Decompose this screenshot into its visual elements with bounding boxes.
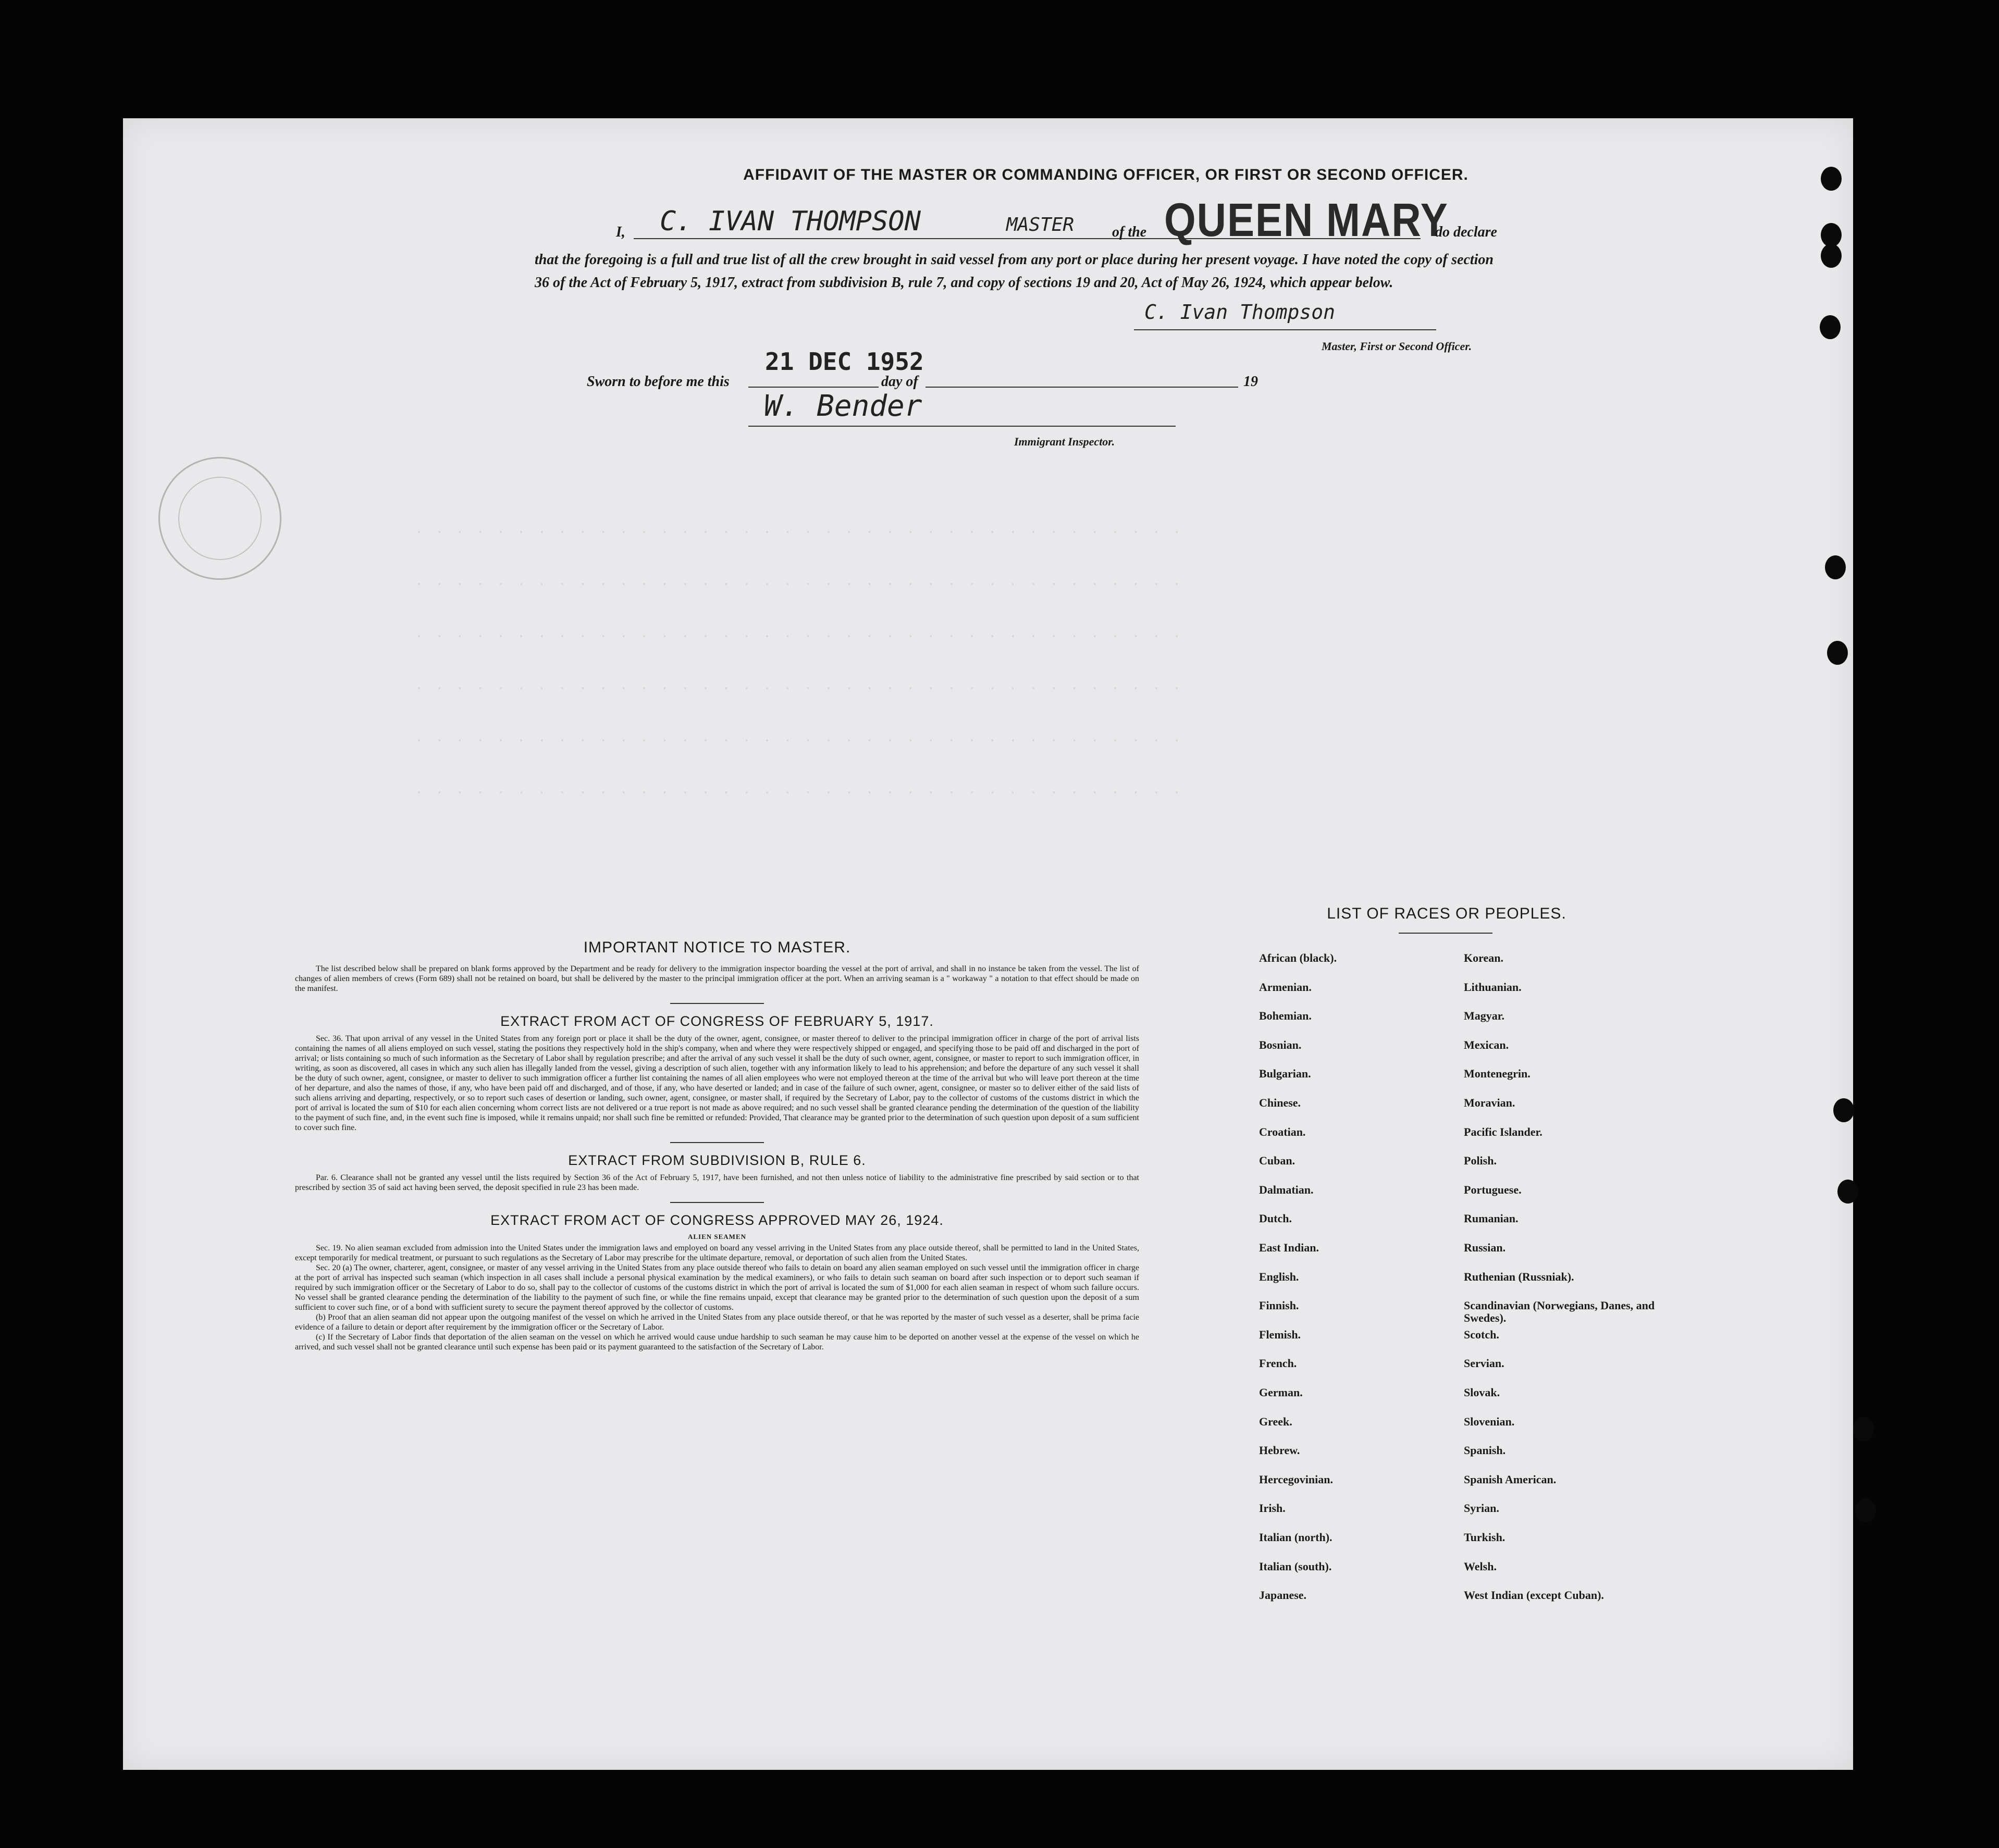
- race-item: Pacific Islander.: [1464, 1125, 1543, 1138]
- sworn-date-stamp: 21 DEC 1952: [765, 348, 924, 376]
- master-rank-handwritten: MASTER: [1006, 214, 1075, 235]
- punch-hole: [1833, 1098, 1854, 1122]
- extract1-divider: [670, 1142, 764, 1143]
- extract3-subtitle: ALIEN SEAMEN: [687, 1233, 747, 1241]
- affidavit-title: AFFIDAVIT OF THE MASTER OR COMMANDING OFFICER, OR FIRST OR SECOND OFFICER.: [743, 166, 1469, 183]
- race-item: Mexican.: [1464, 1038, 1509, 1051]
- race-item: Moravian.: [1464, 1096, 1515, 1109]
- bleed-through-marks: · · · · · · · · · · · · · · · · · · · · · · · · · · · · · · · · · · · · · · · · · · · · · · · · · · · · · · · · · · · · · · · · · · · · · · · · · · · · · · · · · · · · · · · · · · · · · · · · · · · · · · · · · · · · · · · · · · · · · · · · · · · · · · · · · · · · · · · · · · · · · · · · · · · · · · · · · · · · · · · · · · · · · · · · · · · · · · · · · · · · · · · · · · · · · · · · · · · · · · · · · · · · · · · · · · · · · · · · · · · · · · · · · · · ·: [415, 525, 1183, 801]
- race-item: Hercegovinian.: [1259, 1472, 1333, 1486]
- document-page: [123, 118, 1853, 1770]
- race-item: Portuguese.: [1464, 1183, 1522, 1196]
- race-item: Welsh.: [1464, 1559, 1497, 1573]
- punch-hole: [1855, 1498, 1876, 1522]
- punch-hole: [1821, 244, 1842, 268]
- race-item: Slovenian.: [1464, 1415, 1515, 1428]
- master-signature: C. Ivan Thompson: [1144, 301, 1336, 324]
- race-item: Italian (north).: [1259, 1531, 1332, 1544]
- year-prefix: 19: [1243, 374, 1258, 390]
- sec20b-text: (b) Proof that an alien seaman did not appear upon the outgoing manifest of the vessel on which he arrived in the United States from any place outside thereof, or that he was reported by the master of such vessel as a deserter, shall be prima facie evidence of a failure to detain or deport after requirement by the immigration officer or the Secretary of Labor.: [295, 1313, 1139, 1332]
- extract2-text: Par. 6. Clearance shall not be granted any vessel until the lists required by Section 36 of the Act of February 5, 1917, have been furnished, and not then unless notice of liability to the administrative fine prescribed by said section or to that prescribed by section 35 of said act having been served, the deposit specified in rule 23 has been made.: [295, 1173, 1139, 1192]
- race-item: Dutch.: [1259, 1212, 1292, 1225]
- inspector-signature: W. Bender: [764, 389, 922, 423]
- sec20c-text: (c) If the Secretary of Labor finds that deportation of the alien seaman on the vessel on which he arrived would cause undue hardship to such seaman he may cause him to be deported on another vessel at the expense of the vessel on which he arrived, and such vessel shall not be granted clearance until such expense has been paid or its payment guaranteed to the satisfaction of the Secretary of Labor.: [295, 1333, 1139, 1351]
- sworn-prefix: Sworn to before me this: [587, 374, 730, 390]
- affidavit-i-prefix: I,: [616, 224, 625, 240]
- race-item: Scandinavian (Norwegians, Danes, and Swedes).: [1464, 1299, 1655, 1325]
- race-item: Finnish.: [1259, 1299, 1299, 1312]
- notice-divider: [670, 1003, 764, 1004]
- sworn-day-line: [748, 387, 879, 388]
- sec19-text: Sec. 19. No alien seaman excluded from admission into the United States under the immigration laws and employed on board any vessel arriving in the United States from any place outside thereof, shall be permitted to land in the United States, except temporarily for medical treatment, or pursuant to such regulations as the Secretary of Labor may prescribe for the ultimate departure, removal, or deportation of such alien from the United States.: [295, 1244, 1139, 1262]
- vessel-name-stamp: QUEEN MARY: [1164, 193, 1449, 246]
- race-item: Croatian.: [1259, 1125, 1306, 1138]
- race-item: Magyar.: [1464, 1009, 1505, 1023]
- race-item: Russian.: [1464, 1241, 1506, 1254]
- punch-hole: [1820, 315, 1841, 339]
- race-item: Japanese.: [1259, 1589, 1307, 1602]
- race-item: Lithuanian.: [1464, 980, 1522, 994]
- sworn-month-line: [926, 387, 1238, 388]
- of-the-text: of the: [1112, 224, 1147, 240]
- race-item: Ruthenian (Russniak).: [1464, 1270, 1574, 1283]
- race-item: Dalmatian.: [1259, 1183, 1314, 1196]
- race-item: Rumanian.: [1464, 1212, 1519, 1225]
- day-of-text: day of: [881, 374, 918, 390]
- race-item: Spanish.: [1464, 1444, 1506, 1457]
- race-item: Syrian.: [1464, 1502, 1499, 1515]
- punch-hole: [1825, 555, 1846, 579]
- punch-hole: [1853, 1417, 1874, 1441]
- race-item: Italian (south).: [1259, 1559, 1332, 1573]
- race-item: Polish.: [1464, 1154, 1497, 1168]
- race-item: Korean.: [1464, 951, 1503, 964]
- notice-text: The list described below shall be prepared on blank forms approved by the Department and be ready for delivery to the immigration inspector boarding the vessel at the port of arrival, and shall in no instance be taken from the vessel. The list of changes of alien members of crews (Form 689) shall not be retained on board, but shall be delivered by the master to the principal immigration officer at the port. When an arriving seaman is a " workaway " a notation to that effect should be made on the manifest.: [295, 964, 1139, 993]
- inspector-caption: Immigrant Inspector.: [1014, 435, 1115, 448]
- races-divider: [1399, 933, 1492, 934]
- extract2-title: EXTRACT FROM SUBDIVISION B, RULE 6.: [568, 1152, 866, 1168]
- races-title: LIST OF RACES OR PEOPLES.: [1327, 905, 1566, 922]
- race-item: East Indian.: [1259, 1241, 1319, 1254]
- do-declare-text: do declare: [1435, 224, 1497, 240]
- sec20a-text: Sec. 20 (a) The owner, charterer, agent, consignee, or master of any vessel arriving in the United States from any place outside thereof who fails to detain on board any alien seaman employed on such vessel until the immigration officer in charge at the port of arrival has inspected such seaman (which inspection in all cases shall include a personal physical examination by the medical examiners), or who fails to detain such seaman on board after such inspection or to deport such seaman if required by such immigration officer or the Secretary of Labor to do so, shall pay to the collector of customs of the customs district in which the port of arrival is located the sum of $1,000 for each alien seaman in respect of whom such failure occurs. No vessel shall be granted clearance pending the determination of the liability to the payment of such fine, or while the fine remains unpaid, except that clearance may be granted prior to the determination of such question upon the deposit of a sum sufficient to cover such fine, or of a bond with sufficient surety to secure the payment thereof approved by the collector of customs.: [295, 1263, 1139, 1312]
- race-item: Bulgarian.: [1259, 1067, 1311, 1081]
- extract1-title: EXTRACT FROM ACT OF CONGRESS OF FEBRUARY 5, 1917.: [500, 1013, 934, 1029]
- race-item: Armenian.: [1259, 980, 1312, 994]
- master-caption: Master, First or Second Officer.: [1322, 340, 1472, 353]
- race-item: French.: [1259, 1357, 1297, 1370]
- race-item: West Indian (except Cuban).: [1464, 1589, 1604, 1602]
- master-name-handwritten: C. IVAN THOMPSON: [660, 206, 921, 237]
- race-item: African (black).: [1259, 951, 1337, 964]
- race-item: Turkish.: [1464, 1531, 1506, 1544]
- race-item: Bosnian.: [1259, 1038, 1302, 1051]
- race-item: English.: [1259, 1270, 1299, 1283]
- extract2-divider: [670, 1202, 764, 1203]
- race-item: Greek.: [1259, 1415, 1292, 1428]
- master-name-line: [634, 238, 1191, 239]
- race-item: Montenegrin.: [1464, 1067, 1531, 1081]
- inspector-signature-line: [748, 426, 1176, 427]
- race-item: Spanish American.: [1464, 1472, 1557, 1486]
- race-item: Cuban.: [1259, 1154, 1295, 1168]
- punch-hole: [1821, 167, 1842, 191]
- race-item: Chinese.: [1259, 1096, 1301, 1109]
- race-item: Hebrew.: [1259, 1444, 1300, 1457]
- race-item: Servian.: [1464, 1357, 1504, 1370]
- punch-hole: [1827, 641, 1848, 665]
- race-item: Flemish.: [1259, 1328, 1301, 1341]
- notice-title: IMPORTANT NOTICE TO MASTER.: [583, 939, 851, 956]
- important-notice-section: [295, 939, 1139, 1352]
- race-item: Slovak.: [1464, 1386, 1500, 1399]
- race-item: Bohemian.: [1259, 1009, 1312, 1023]
- race-item: Scotch.: [1464, 1328, 1499, 1341]
- extract3-title: EXTRACT FROM ACT OF CONGRESS APPROVED MAY 26, 1924.: [490, 1212, 944, 1228]
- master-signature-line: [1134, 329, 1436, 330]
- affidavit-body: that the foregoing is a full and true list of all the crew brought in said vessel from any port or place during her present voyage. I have noted the copy of section 36 of the Act of February 5, 1917, extract from subdivision B, rule 7, and copy of sections 19 and 20, Act of May 26, 1924, which appear below.: [535, 252, 1494, 291]
- seal-stamp: [158, 457, 281, 580]
- punch-hole: [1837, 1180, 1858, 1204]
- race-item: German.: [1259, 1386, 1303, 1399]
- extract1-text: Sec. 36. That upon arrival of any vessel in the United States from any foreign port or place it shall be the duty of the owner, agent, consignee, or master thereof to deliver to the principal immigration officer in charge of the port of arrival lists containing the names of all aliens employed on such vessel, stating the positions they respectively hold in the ship's company, when and where they were respectively shipped or engaged, and specifying those to be paid off and discharged in the port of arrival; or lists containing so much of such information as the Secretary of Labor shall by regulation prescribe; and after the arrival of any such vessel it shall be the duty of such owner, agent, consignee, or master to report to such immigration officer, in writing, as soon as discovered, all cases in which any such alien has illegally landed from the vessel, giving a description of such alien, together with any information likely to lead to his apprehension; and before the departure of any such vessel it shall be the duty of such owner, agent, consignee, or master to deliver to such immigration officer a further list containing the names of all alien employees who were not employed thereon at the time of the arrival but who will leave port thereon at the time of her departure, and also the names of those, if any, who have been paid off and discharged, and of those, if any, who have deserted or landed; and in case of the failure of such owner, agent, consignee, or master so to deliver either of the said lists of such aliens arriving and departing, respectively, or so to report such cases of desertion or landing, such owner, agent, consignee, or master shall, if required by the Secretary of Labor, pay to the collector of customs of the customs district in which the port of arrival is located the sum of $10 for each alien concerning whom correct lists are not delivered or a true report is not made as above required; and no such vessel shall be granted clearance pending the determination of the question of the liability to the payment of such fine, and, in the event such fine is imposed, while it remains unpaid; nor shall such fine be remitted or refunded: Provided, That clearance may be granted prior to the determination of such question upon deposit of a sum sufficient to cover such fine.: [295, 1034, 1139, 1132]
- race-item: Irish.: [1259, 1502, 1286, 1515]
